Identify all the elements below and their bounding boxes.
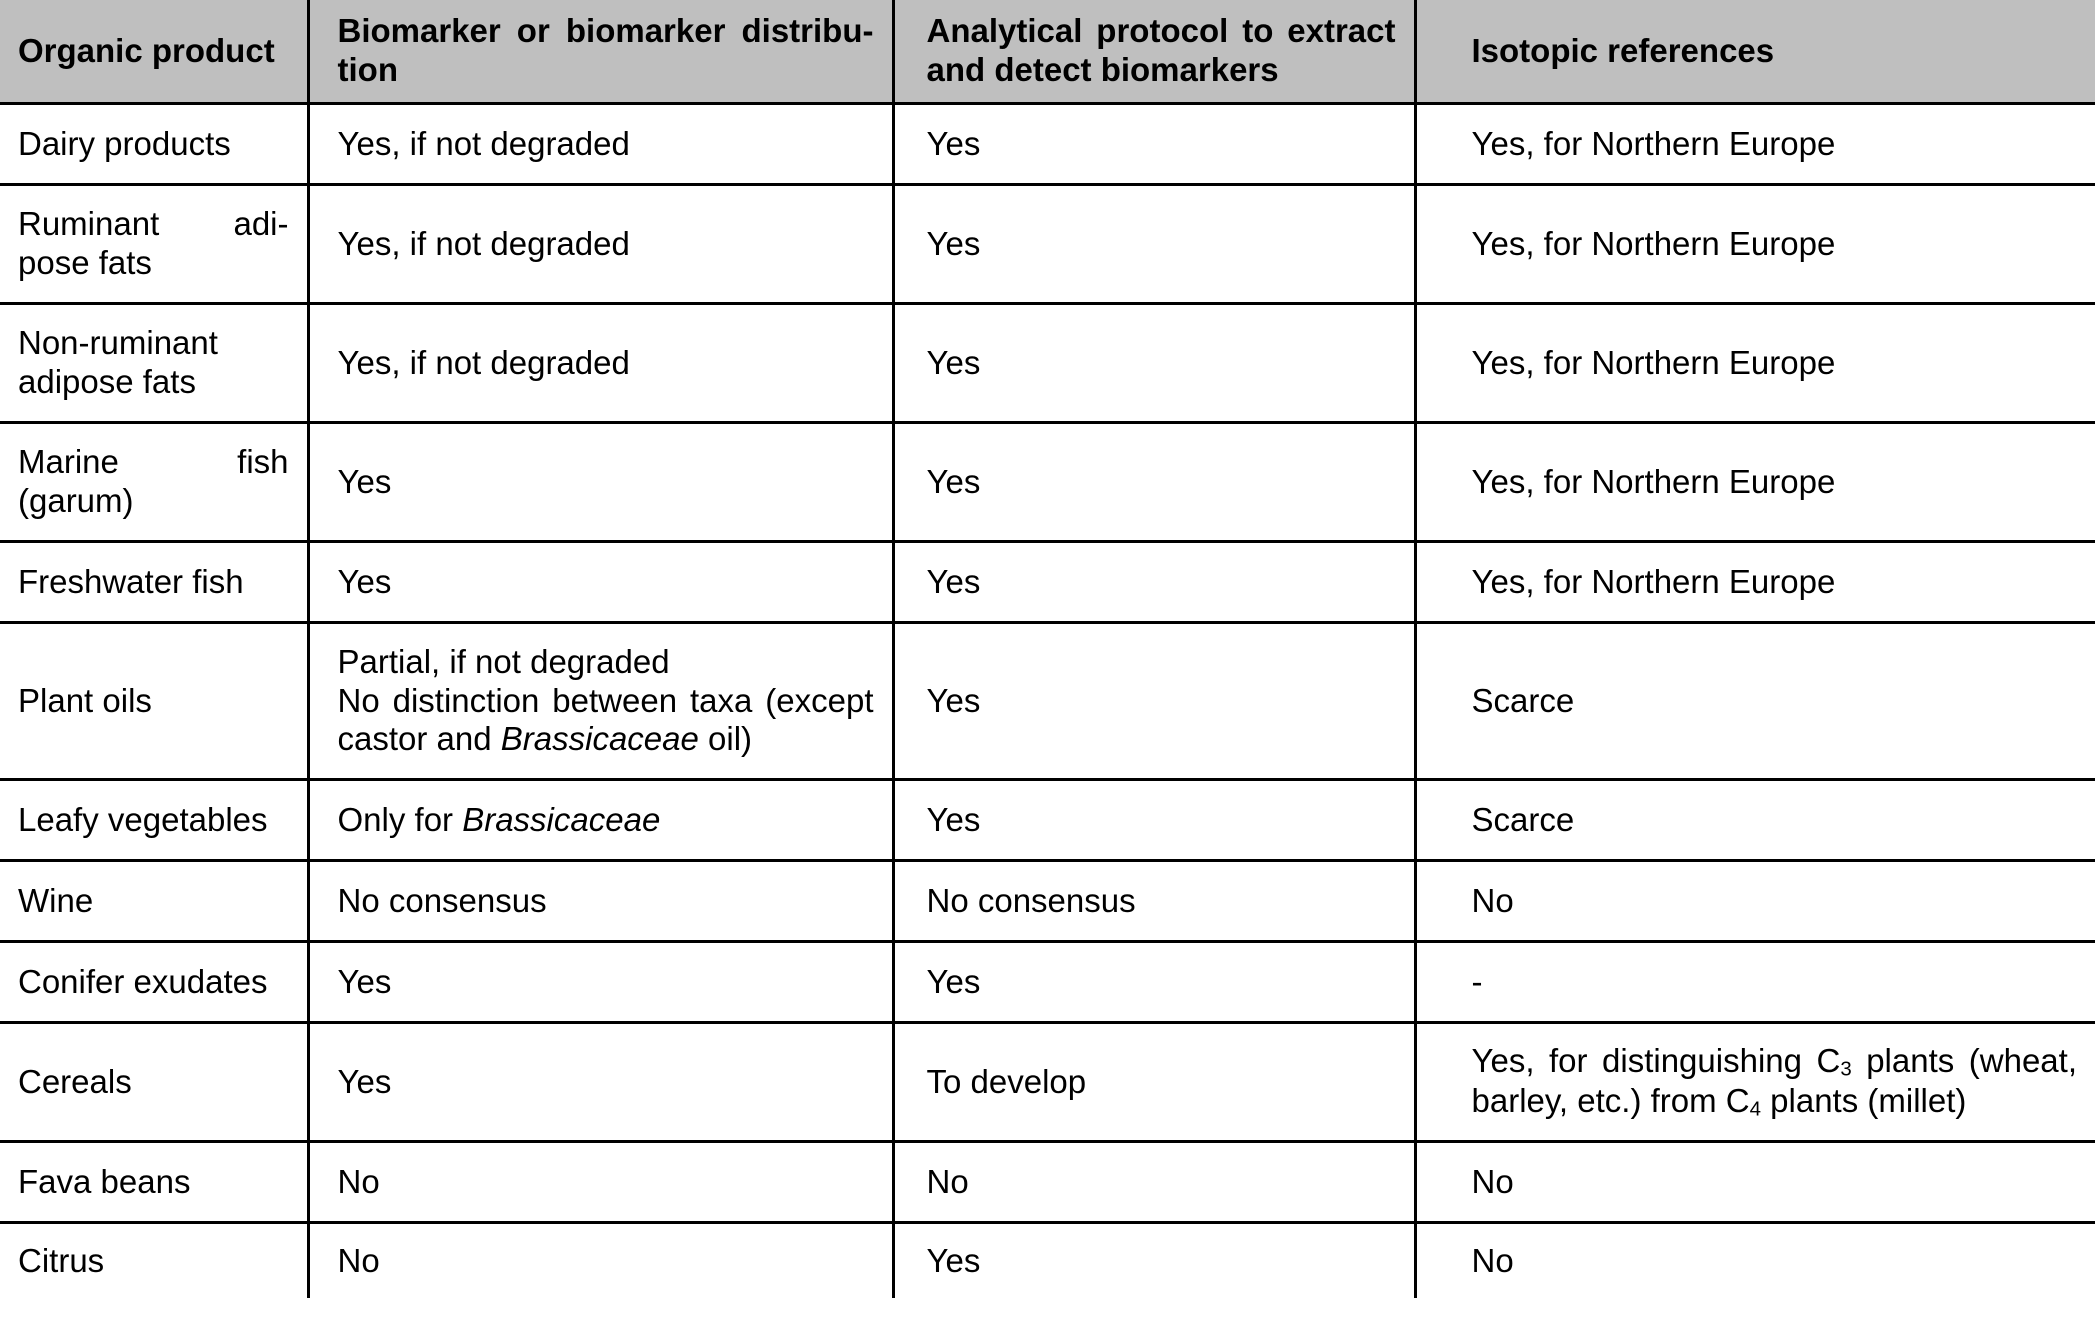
cell-biomarker: Yes <box>308 942 893 1023</box>
header-protocol-line-1: Analytical protocol to extract <box>926 12 1396 50</box>
cell-protocol: Yes <box>893 423 1415 542</box>
cell-isotopic: Scarce <box>1415 623 2095 780</box>
cell-isotopic-text: plants (millet) <box>1761 1082 1967 1119</box>
cell-isotopic-subscript: 3 <box>1840 1057 1852 1081</box>
cell-isotopic: Yes, for Northern Europe <box>1415 304 2095 423</box>
header-biomarker-line-2: tion <box>337 51 398 88</box>
cell-product-line-2: adipose fats <box>18 363 196 400</box>
cell-product <box>0 185 308 304</box>
cell-biomarker: Yes <box>308 542 893 623</box>
cell-protocol: Yes <box>893 1223 1415 1299</box>
header-biomarker-line-1: Biomarker or biomarker distribu- <box>337 12 874 50</box>
cell-product: Fava beans <box>0 1142 308 1223</box>
cell-isotopic-text: Yes, for distinguishing C <box>1471 1042 1841 1080</box>
cell-biomarker: Yes, if not degraded <box>308 304 893 423</box>
cell-protocol: Yes <box>893 780 1415 861</box>
table-row <box>0 780 2095 861</box>
cell-product-line-2: (garum) <box>18 482 134 519</box>
header-organic-product: Organic product <box>0 0 308 104</box>
cell-product <box>0 304 308 423</box>
cell-isotopic-text: plants (wheat, <box>1851 1042 2077 1080</box>
cell-isotopic: No <box>1415 861 2095 942</box>
cell-product-line-2: pose fats <box>18 244 152 281</box>
table-row <box>0 104 2095 185</box>
cell-biomarker: Yes, if not degraded <box>308 104 893 185</box>
cell-biomarker-line-3 <box>338 720 874 759</box>
cell-protocol: Yes <box>893 185 1415 304</box>
cell-protocol: Yes <box>893 623 1415 780</box>
table-row <box>0 942 2095 1023</box>
table-row <box>0 623 2095 780</box>
cell-biomarker <box>308 623 893 780</box>
cell-protocol: Yes <box>893 942 1415 1023</box>
cell-isotopic: Scarce <box>1415 780 2095 861</box>
table-row <box>0 861 2095 942</box>
cell-isotopic-line-1 <box>1472 1042 2078 1082</box>
cell-isotopic: No <box>1415 1142 2095 1223</box>
cell-isotopic: Yes, for Northern Europe <box>1415 542 2095 623</box>
cell-isotopic: Yes, for Northern Europe <box>1415 185 2095 304</box>
header-analytical-protocol <box>893 0 1415 104</box>
cell-isotopic: No <box>1415 1223 2095 1299</box>
cell-product: Leafy vegetables <box>0 780 308 861</box>
cell-biomarker: Yes <box>308 1023 893 1142</box>
cell-protocol: To develop <box>893 1023 1415 1142</box>
cell-product-line-1: Non-ruminant <box>18 324 218 362</box>
cell-product: Wine <box>0 861 308 942</box>
cell-product <box>0 423 308 542</box>
cell-biomarker-text: Only for <box>337 800 463 838</box>
cell-protocol: Yes <box>893 104 1415 185</box>
cell-biomarker: No <box>308 1142 893 1223</box>
cell-isotopic-line-2 <box>1472 1082 2078 1122</box>
cell-protocol: No <box>893 1142 1415 1223</box>
cell-biomarker-text: castor and <box>337 720 501 758</box>
table-header-row <box>0 0 2095 104</box>
cell-isotopic: Yes, for Northern Europe <box>1415 104 2095 185</box>
cell-product: Plant oils <box>0 623 308 780</box>
cell-biomarker-taxon: Brassicaceae <box>462 800 661 838</box>
cell-isotopic-text: barley, etc.) from C <box>1471 1082 1750 1119</box>
table-row <box>0 304 2095 423</box>
cell-biomarker: Yes, if not degraded <box>308 185 893 304</box>
header-protocol-line-2: and detect biomarkers <box>926 51 1279 88</box>
cell-biomarker: No consensus <box>308 861 893 942</box>
cell-biomarker-text: oil) <box>698 720 753 758</box>
table-row <box>0 423 2095 542</box>
cell-isotopic-subscript: 4 <box>1749 1097 1761 1121</box>
cell-protocol: No consensus <box>893 861 1415 942</box>
cell-product: Freshwater fish <box>0 542 308 623</box>
cell-product: Dairy products <box>0 104 308 185</box>
table-row <box>0 542 2095 623</box>
cell-biomarker-line-2: No distinction between taxa (except <box>337 681 874 719</box>
header-biomarker <box>308 0 893 104</box>
cell-protocol: Yes <box>893 304 1415 423</box>
cell-biomarker: No <box>308 1223 893 1299</box>
table-row <box>0 185 2095 304</box>
header-isotopic-references: Isotopic references <box>1415 0 2095 104</box>
cell-product: Cereals <box>0 1023 308 1142</box>
cell-product: Conifer exudates <box>0 942 308 1023</box>
table-row <box>0 1142 2095 1223</box>
cell-biomarker <box>308 780 893 861</box>
cell-isotopic: Yes, for Northern Europe <box>1415 423 2095 542</box>
cell-isotopic <box>1415 1023 2095 1142</box>
cell-isotopic: - <box>1415 942 2095 1023</box>
cell-product-line-1: Ruminant adi- <box>18 205 289 243</box>
table-row <box>0 1223 2095 1299</box>
cell-product-line-1: Marine fish <box>18 443 289 481</box>
cell-biomarker-line-1: Partial, if not degraded <box>337 642 670 680</box>
cell-product: Citrus <box>0 1223 308 1299</box>
cell-protocol: Yes <box>893 542 1415 623</box>
cell-biomarker-taxon: Brassicaceae <box>500 720 699 758</box>
table-row <box>0 1023 2095 1142</box>
cell-biomarker: Yes <box>308 423 893 542</box>
